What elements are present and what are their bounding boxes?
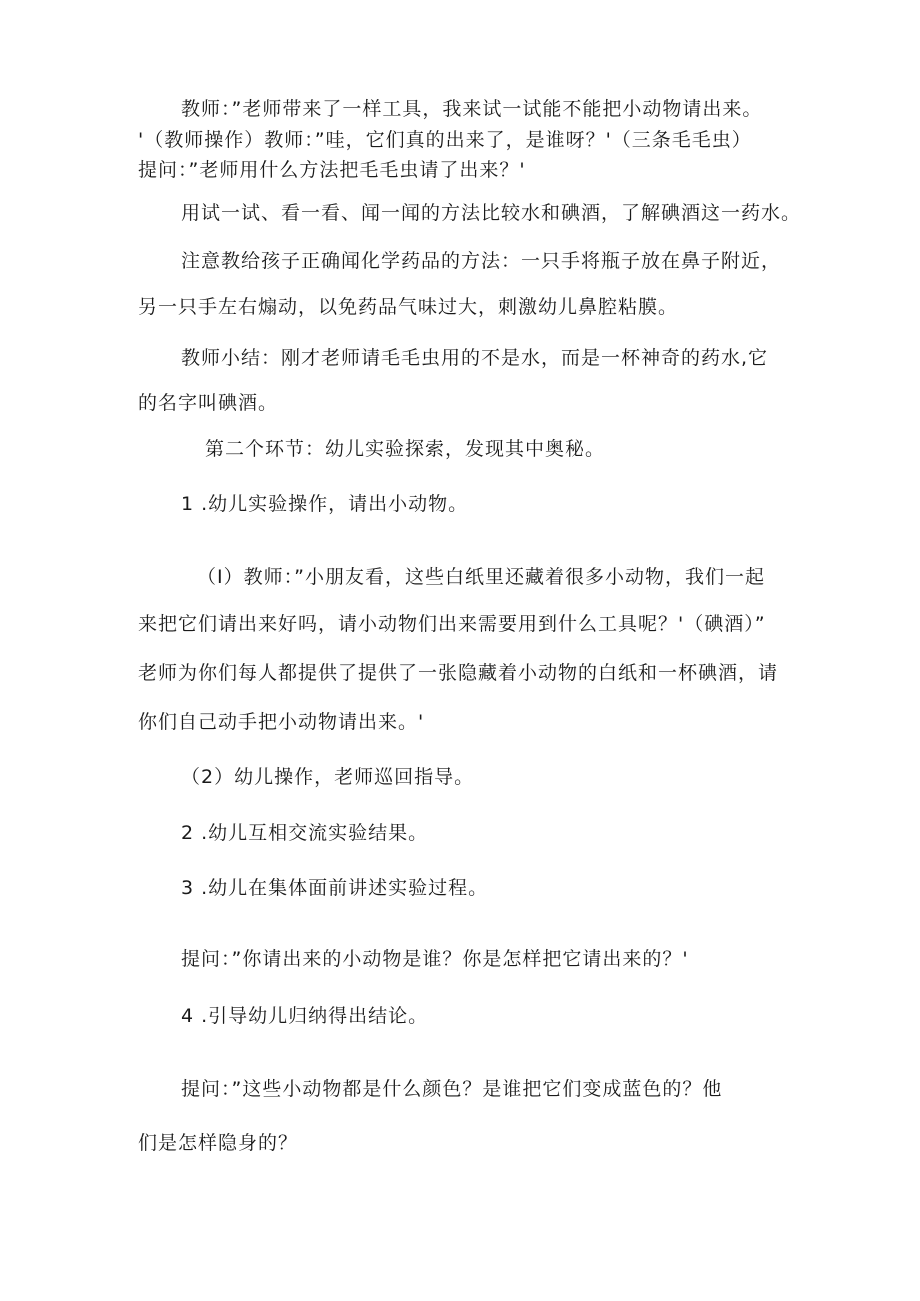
list-item: （2）幼儿操作，老师巡回指导。 (181, 766, 475, 788)
text-line: 的名字叫碘酒。 (138, 392, 279, 414)
text-line: （I）教师：”小朋友看，这些白纸里还藏着很多小动物，我们一起 (197, 566, 765, 588)
text-line: 你们自己动手把小动物请出来。' (138, 711, 425, 733)
list-item: 3 .幼儿在集体面前讲述实验过程。 (181, 877, 489, 899)
text-line: 注意教给孩子正确闻化学药品的方法：一只手将瓶子放在鼻子附近， (181, 250, 782, 272)
list-item: 4 .引导幼儿归纳得出结论。 (181, 1005, 429, 1027)
text-line: 提问：”老师用什么方法把毛毛虫请了出来？' (138, 159, 526, 181)
text-line: 用试一试、看一看、闻一闻的方法比较水和碘酒，了解碘酒这一药水。 (181, 202, 802, 224)
text-line: '（教师操作）教师：”哇，它们真的出来了，是谁呀？'（三条毛毛虫） (138, 129, 752, 151)
text-line: 教师小结：刚才老师请毛毛虫用的不是水，而是一杯神奇的药水,它 (181, 347, 769, 369)
list-item: 1 .幼儿实验操作，请出小动物。 (181, 493, 469, 515)
text-line: 教师：”老师带来了一样工具，我来试一试能不能把小动物请出来。 (181, 98, 763, 120)
text-line: 提问：”这些小动物都是什么颜色？是谁把它们变成蓝色的？他 (181, 1078, 723, 1100)
text-line: 们是怎样隐身的？ (138, 1132, 299, 1154)
text-line: 来把它们请出来好吗，请小动物们出来需要用到什么工具呢？'（碘酒）” (138, 613, 766, 635)
text-line: 另一只手左右煽动，以免药品气味过大，刺激幼儿鼻腔粘膜。 (138, 296, 679, 318)
text-line: 老师为你们每人都提供了提供了一张隐藏着小动物的白纸和一杯碘酒，请 (138, 662, 779, 684)
text-line: 提问：”你请出来的小动物是谁？你是怎样把它请出来的？' (181, 948, 689, 970)
section-heading: 第二个环节：幼儿实验探索，发现其中奥秘。 (205, 438, 606, 460)
list-item: 2 .幼儿互相交流实验结果。 (181, 822, 429, 844)
